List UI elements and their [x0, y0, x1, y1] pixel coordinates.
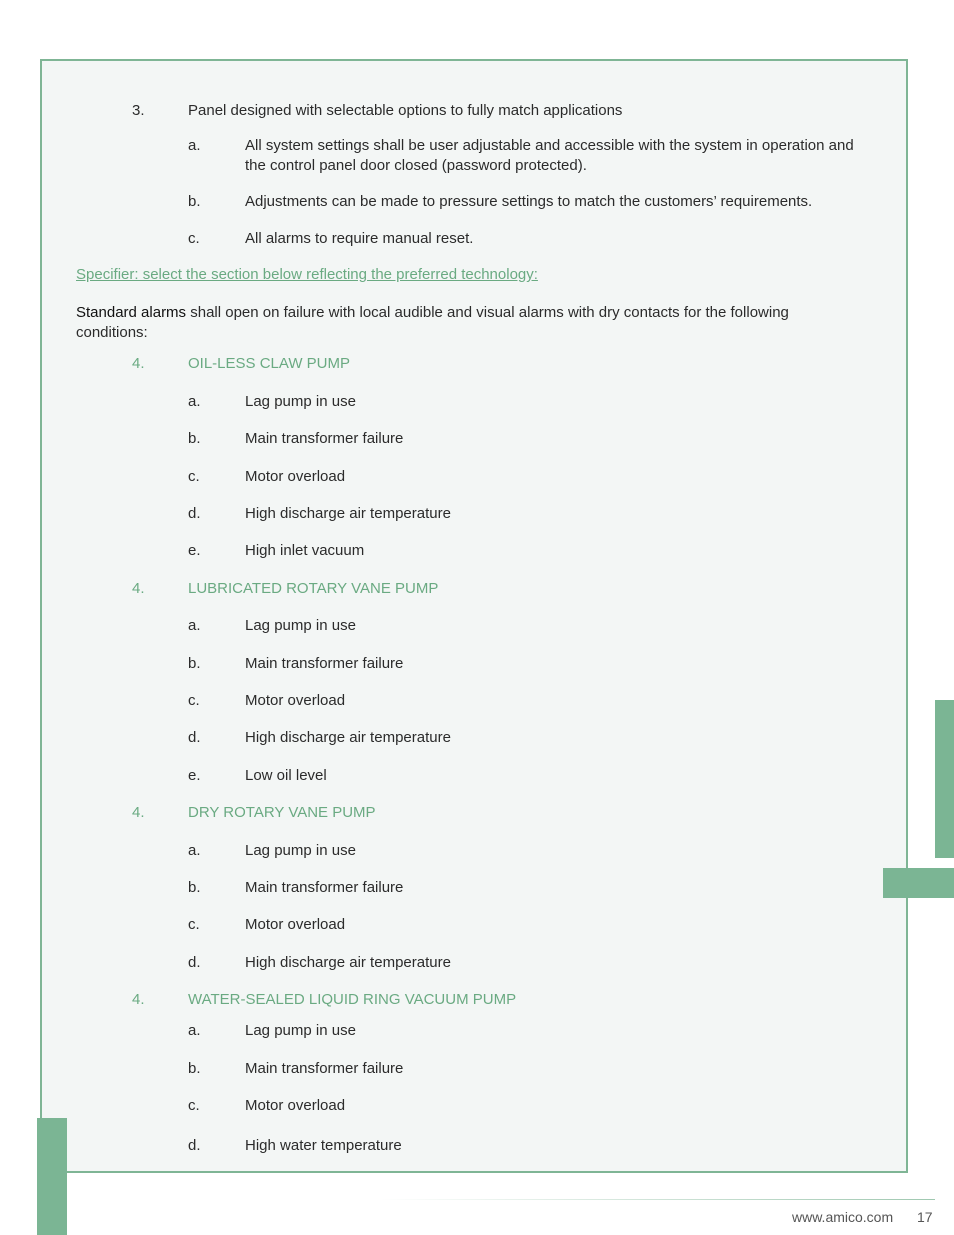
- list-item: Main transformer failure: [245, 655, 404, 672]
- list-letter: d.: [188, 954, 201, 971]
- section-number: 4.: [132, 580, 145, 597]
- section-title: OIL-LESS CLAW PUMP: [188, 355, 350, 372]
- list-item: High discharge air temperature: [245, 954, 451, 971]
- list-letter: a.: [188, 1022, 201, 1039]
- section-title: WATER-SEALED LIQUID RING VACUUM PUMP: [188, 991, 517, 1008]
- sub-letter: b.: [188, 193, 201, 210]
- list-item: Lag pump in use: [245, 842, 356, 859]
- list-letter: c.: [188, 916, 200, 933]
- list-item: Low oil level: [245, 767, 327, 784]
- list-item: Main transformer failure: [245, 1060, 404, 1077]
- item-number: 3.: [132, 102, 145, 119]
- section-title: DRY ROTARY VANE PUMP: [188, 804, 376, 821]
- list-item: Motor overload: [245, 916, 346, 933]
- standard-alarms-text: shall open on failure with local audible and visual alarms with dry contacts for the following: [186, 304, 789, 321]
- list-item: High discharge air temperature: [245, 729, 451, 746]
- list-letter: e.: [188, 767, 201, 784]
- list-item: High inlet vacuum: [245, 542, 365, 559]
- section-number: 4.: [132, 991, 145, 1008]
- list-letter: c.: [188, 692, 200, 709]
- specifier-note: Specifier: select the section below reflecting the preferred technology:: [76, 266, 538, 283]
- list-letter: a.: [188, 617, 201, 634]
- list-letter: b.: [188, 1060, 201, 1077]
- list-item: Motor overload: [245, 468, 346, 485]
- footer-website: www.amico.com: [792, 1209, 894, 1225]
- list-item: Motor overload: [245, 1097, 346, 1114]
- section-number: 4.: [132, 804, 145, 821]
- list-letter: d.: [188, 729, 201, 746]
- list-letter: c.: [188, 468, 200, 485]
- sub-text: Adjustments can be made to pressure settings to match the customers’ requirements.: [245, 193, 813, 210]
- list-item: Lag pump in use: [245, 393, 356, 410]
- list-letter: b.: [188, 879, 201, 896]
- list-letter: e.: [188, 542, 201, 559]
- page-number: 17: [917, 1209, 933, 1225]
- standard-alarms-paragraph: [76, 303, 789, 323]
- sub-text: the control panel door closed (password protected).: [245, 157, 587, 174]
- list-item: High water temperature: [245, 1137, 402, 1154]
- sub-letter: a.: [188, 137, 201, 154]
- list-item: High discharge air temperature: [245, 505, 451, 522]
- standard-alarms-bold: Standard alarms: [76, 304, 187, 321]
- list-letter: b.: [188, 655, 201, 672]
- list-letter: d.: [188, 505, 201, 522]
- list-letter: d.: [188, 1137, 201, 1154]
- list-letter: a.: [188, 393, 201, 410]
- footer-divider: [380, 1199, 935, 1200]
- sub-letter: c.: [188, 230, 200, 247]
- item-title: Panel designed with selectable options to fully match applications: [188, 102, 623, 119]
- list-item: Lag pump in use: [245, 1022, 356, 1039]
- side-tab-decoration: [935, 700, 954, 858]
- section-title: LUBRICATED ROTARY VANE PUMP: [188, 580, 439, 597]
- standard-alarms-text-2: conditions:: [76, 324, 148, 341]
- list-item: Main transformer failure: [245, 879, 404, 896]
- list-item: Main transformer failure: [245, 430, 404, 447]
- side-tab-decoration: [883, 868, 954, 898]
- section-number: 4.: [132, 355, 145, 372]
- sub-text: All alarms to require manual reset.: [245, 230, 474, 247]
- list-letter: b.: [188, 430, 201, 447]
- sub-text: All system settings shall be user adjustable and accessible with the system in operation and: [245, 137, 854, 154]
- list-letter: a.: [188, 842, 201, 859]
- list-item: Lag pump in use: [245, 617, 356, 634]
- list-item: Motor overload: [245, 692, 346, 709]
- list-letter: c.: [188, 1097, 200, 1114]
- corner-tab-decoration: [37, 1118, 67, 1235]
